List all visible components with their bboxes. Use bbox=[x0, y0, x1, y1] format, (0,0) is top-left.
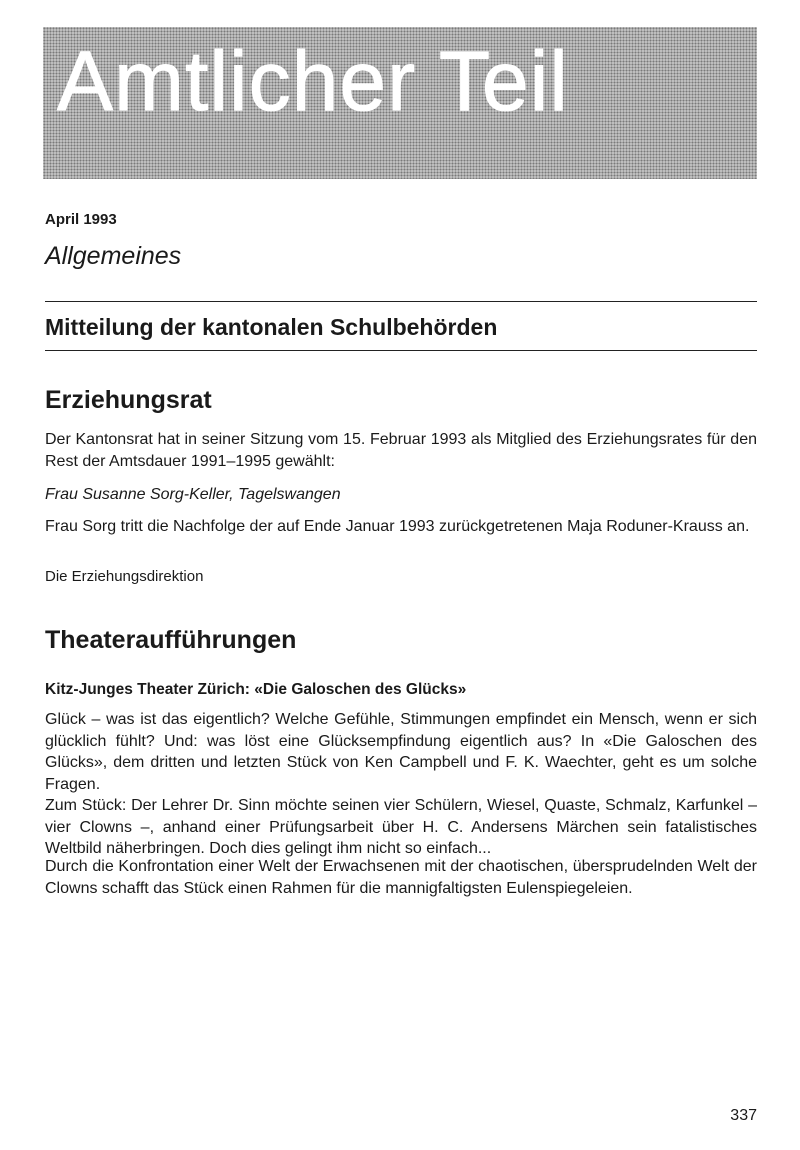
page-number: 337 bbox=[730, 1107, 757, 1124]
divider-bottom bbox=[45, 350, 757, 351]
banner-title: Amtlicher Teil bbox=[57, 34, 569, 128]
elected-member-name: Frau Susanne Sorg-Keller, Tagelswangen bbox=[45, 486, 341, 503]
divider-top bbox=[45, 301, 757, 302]
erziehungsrat-heading: Erziehungsrat bbox=[45, 386, 212, 414]
erziehungsrat-paragraph-1: Der Kantonsrat hat in seiner Sitzung vom 15. Februar 1993 als Mitglied des Erziehungsrates für den Rest der Amtsdauer 1991–1995 gewählt: bbox=[45, 431, 757, 470]
theater-paragraph-3: Durch die Konfrontation einer Welt der Erwachsenen mit der chaotischen, übersprudelnden Welt der Clowns schafft das Stück einen Rahmen für die mannigfaltigsten Eulenspiegeleien. bbox=[45, 858, 757, 897]
theater-subheading: Kitz-Junges Theater Zürich: «Die Galoschen des Glücks» bbox=[45, 681, 467, 698]
theater-paragraph-1: Glück – was ist das eigentlich? Welche Gefühle, Stimmungen empfindet ein Mensch, wenn er sich glücklich fühlt? Und: was löst eine Glücksempfindung eigentlich aus? In «Die Galoschen des Glücks», dem dritten und letzten Stück von Ken Campbell und F. K. Waechter, geht es um solche Fragen. bbox=[45, 711, 757, 793]
erziehungsrat-paragraph-2: Frau Sorg tritt die Nachfolge der auf Ende Januar 1993 zurückgetretenen Maja Roduner-Krauss an. bbox=[45, 518, 750, 535]
theater-heading: Theateraufführungen bbox=[45, 626, 297, 654]
signature: Die Erziehungsdirektion bbox=[45, 568, 204, 585]
section-title: Allgemeines bbox=[45, 242, 182, 270]
notice-title: Mitteilung der kantonalen Schulbehörden bbox=[45, 314, 498, 340]
banner bbox=[43, 27, 757, 179]
theater-paragraph-2: Zum Stück: Der Lehrer Dr. Sinn möchte seinen vier Schülern, Wiesel, Quaste, Schmalz, Karfunkel – vier Clowns –, anhand einer Prüfungsarbeit über H. C. Andersens Märchen sein fatalistisches Weltbild näherbringen. Doch dies gelingt ihm nicht so einfach... bbox=[45, 797, 757, 857]
issue-date: April 1993 bbox=[45, 211, 117, 228]
